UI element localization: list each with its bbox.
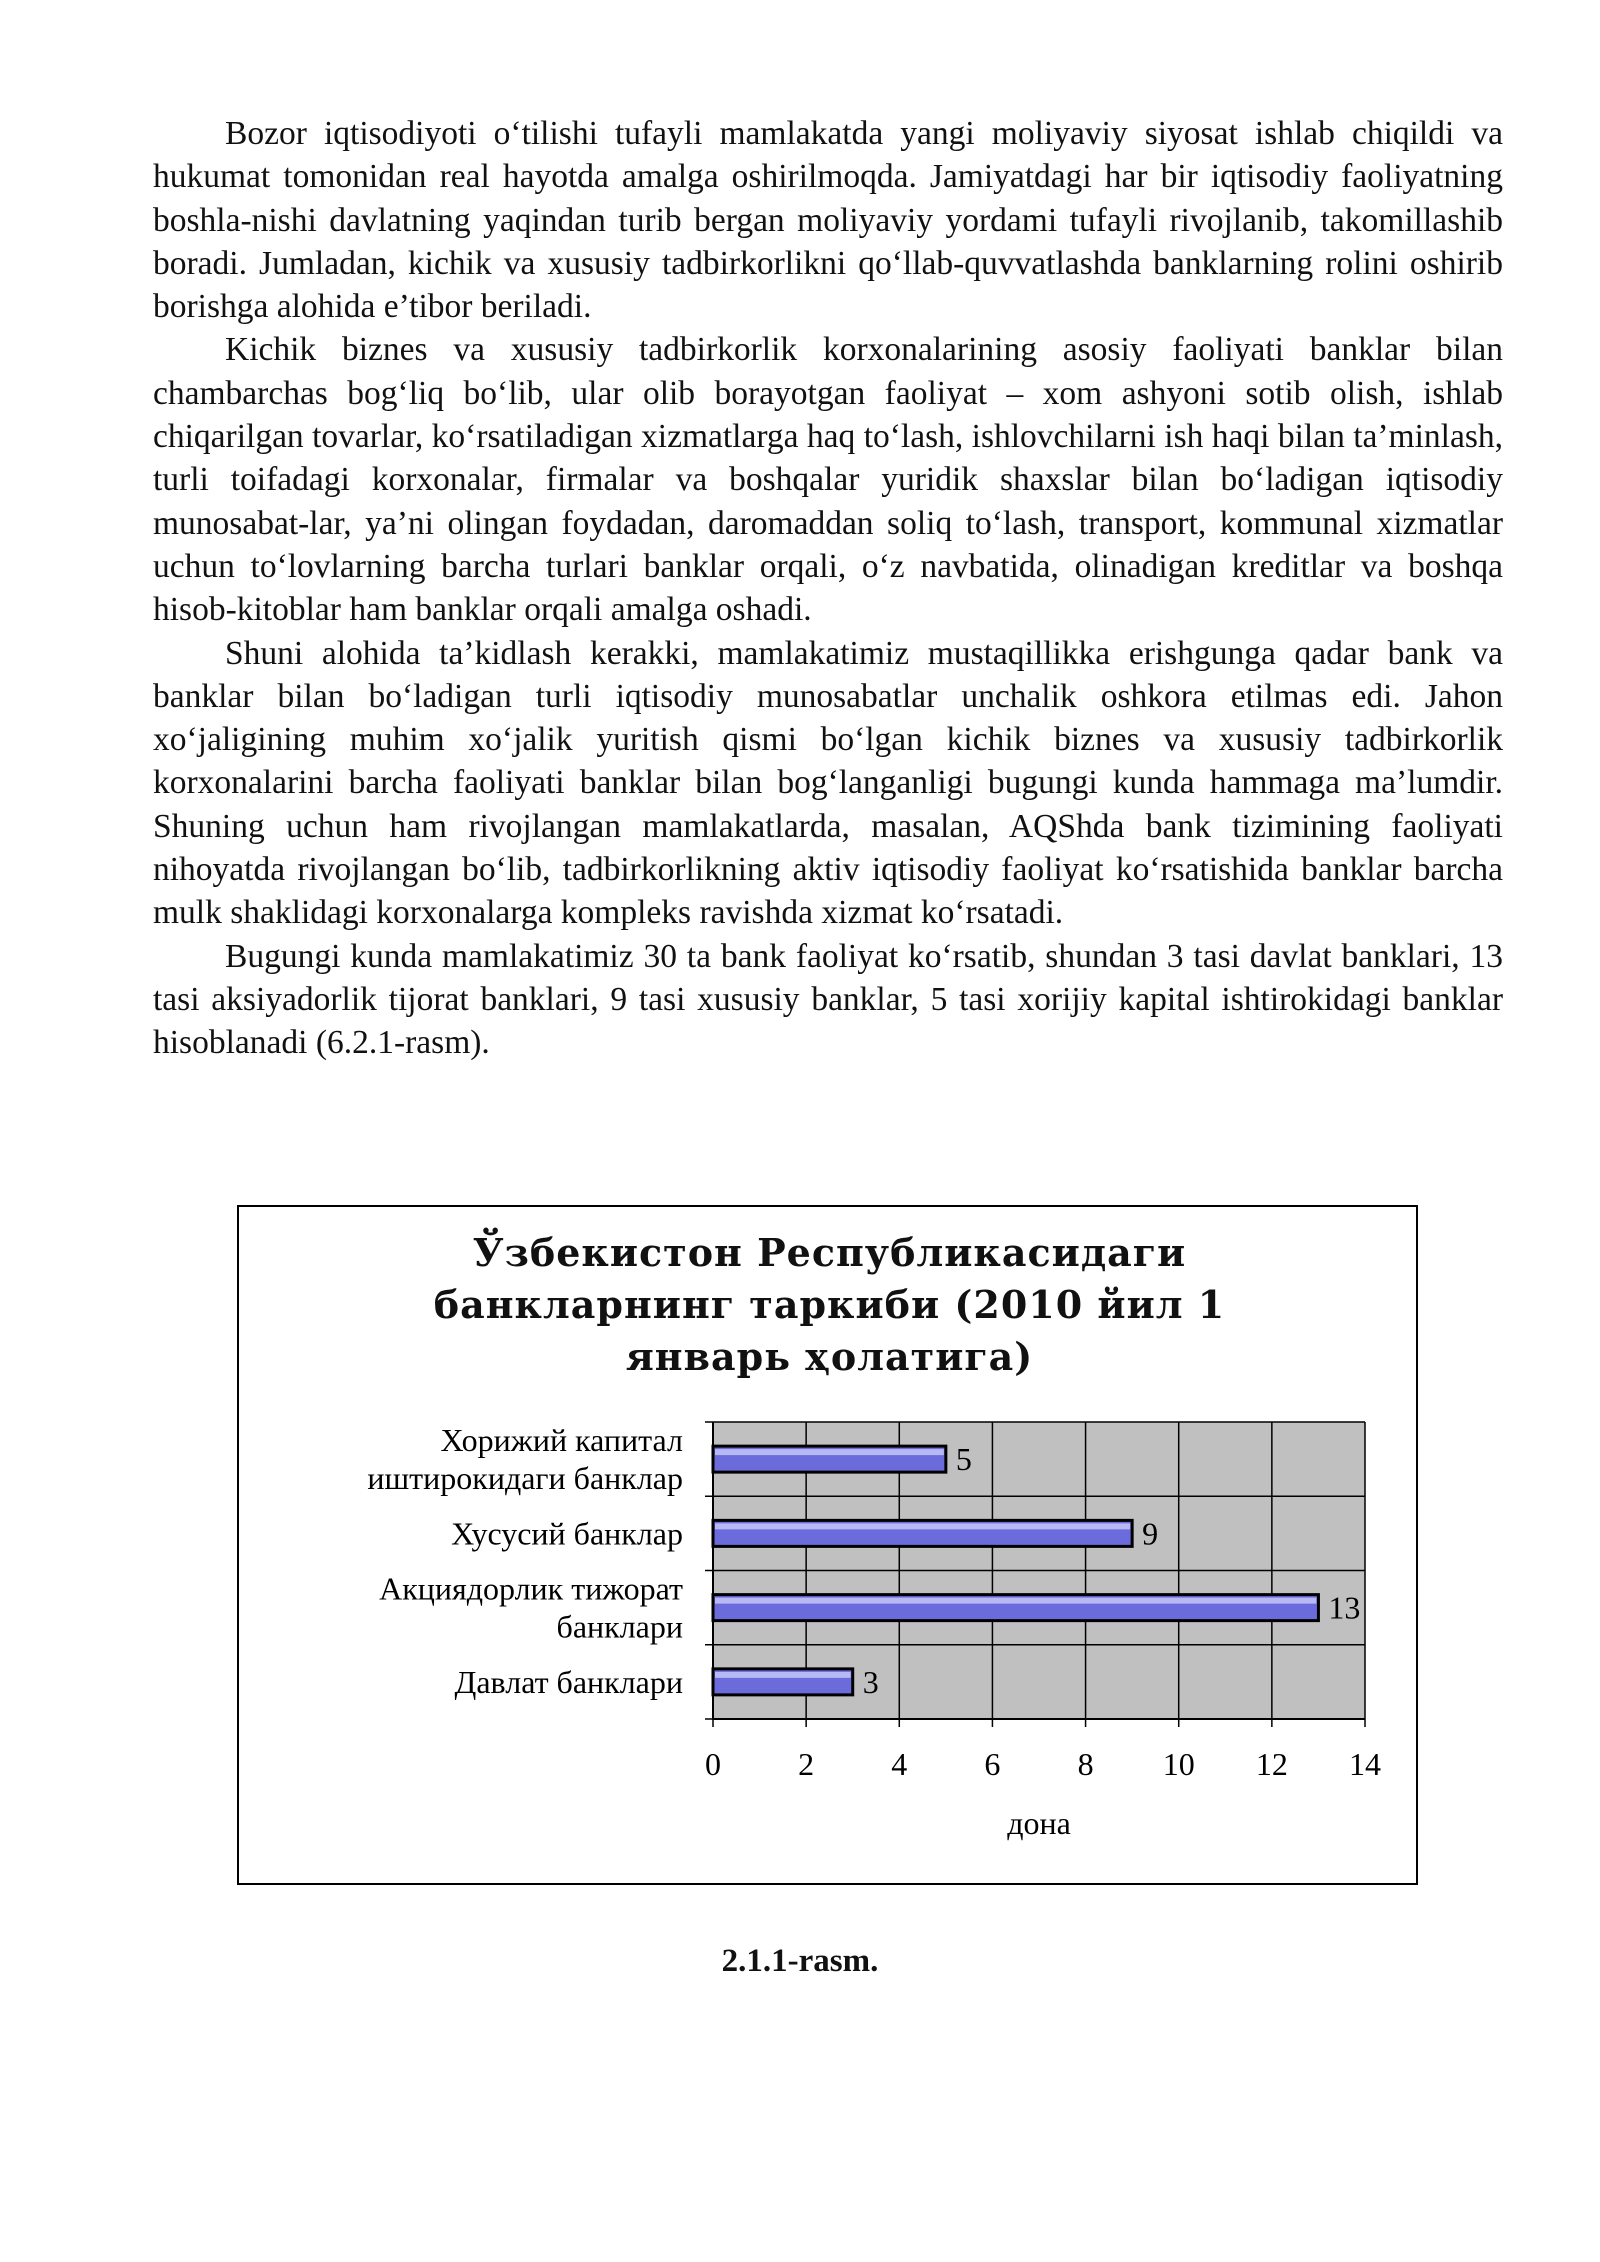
chart-title-line: Ўзбекистон Республикасидаги xyxy=(472,1230,1187,1275)
x-tick-label: 0 xyxy=(705,1746,721,1782)
category-label: Акциядорлик тижорат xyxy=(379,1570,683,1607)
paragraph-1: Bozor iqtisodiyoti o‘tilishi tufayli mamlakatda yangi moliyaviy siyosat ishlab chiqildi va hukumat tomonidan real hayotda amalga oshirilmoqda. Jamiyatdagi har bir iqtisodiy faoliyatning boshla-nishi davlatning yaqindan turib bergan moliyaviy yordami tufayli rivojlanib, takomillashib boradi. Jumladan, kichik va xususiy tadbirkorlikni qo‘llab-quvvatlashda banklarning rolini oshirib borishga alohida e’tibor beriladi. xyxy=(153,115,1503,326)
chart-title-line: январь ҳолатига) xyxy=(625,1334,1034,1379)
category-label: банклари xyxy=(556,1608,683,1645)
bar-highlight xyxy=(715,1598,1316,1604)
body-text xyxy=(153,112,1503,1065)
bar-chart-figure xyxy=(237,1205,1418,1885)
x-tick-label: 2 xyxy=(798,1746,815,1782)
x-tick-label: 8 xyxy=(1077,1746,1094,1782)
x-tick-label: 10 xyxy=(1162,1746,1195,1782)
bar-highlight xyxy=(715,1672,851,1678)
x-tick-label: 14 xyxy=(1349,1746,1381,1782)
category-label: иштирокидаги банклар xyxy=(367,1460,683,1497)
x-tick-label: 4 xyxy=(891,1746,908,1782)
x-tick-label: 6 xyxy=(984,1746,1001,1782)
paragraph-2: Kichik biznes va xususiy tadbirkorlik korxonalarining asosiy faoliyati banklar bilan chambarchas bog‘liq bo‘lib, ular olib borayotgan faoliyat – xom ashyoni sotib olish, ishlab chiqarilgan tovarlar, ko‘rsatiladigan xizmatlarga haq to‘lash, ishlovchilarni ish haqi bilan ta’minlash, turli toifadagi korxonalar, firmalar va boshqalar yuridik shaxslar bilan bo‘ladigan iqtisodiy munosabat-lar, ya’ni olingan foydadan, daromaddan soliq to‘lash, transport, kommunal xizmatlar uchun to‘lovlarning barcha turlari banklar orqali, o‘z navbatida, olinadigan kreditlar va boshqa hisob-kitoblar ham banklar orqali amalga oshadi. xyxy=(153,331,1503,629)
paragraph-3: Shuni alohida ta’kidlash kerakki, mamlakatimiz mustaqillikka erishgunga qadar bank va banklar bilan bo‘ladigan turli iqtisodiy munosabatlar unchalik oshkora etilmas edi. Jahon xo‘jaligining muhim xo‘jalik yuritish qismi bo‘lgan kichik biznes va xususiy tadbirkorlik korxonalarini barcha faoliyati banklar bilan bog‘langanligi bugungi kunda hammaga ma’lumdir. Shuning uchun ham rivojlangan mamlakatlarda, masalan, AQShda bank tizimining faoliyati nihoyatda rivojlangan bo‘lib, tadbirkorlikning aktiv iqtisodiy faoliyat ko‘rsatishida banklar barcha mulk shaklidagi korxonalarga kompleks ravishda xizmat ko‘rsatadi. xyxy=(153,634,1503,932)
category-label: Хусусий банклар xyxy=(451,1515,683,1552)
data-label: 9 xyxy=(1142,1515,1159,1552)
x-tick-label: 12 xyxy=(1255,1746,1288,1782)
category-label: Хорижий капитал xyxy=(440,1422,683,1459)
x-axis-title: дона xyxy=(1007,1805,1071,1841)
category-label: Давлат банклари xyxy=(454,1663,683,1700)
chart-title-line: банкларнинг таркиби (2010 йил 1 xyxy=(433,1282,1226,1327)
data-label: 13 xyxy=(1328,1589,1361,1626)
figure-caption: 2.1.1-rasm. xyxy=(721,1943,879,1979)
bar-highlight xyxy=(715,1523,1130,1529)
chart-plot xyxy=(239,1207,1416,1883)
data-label: 5 xyxy=(955,1441,972,1478)
paragraph-4: Bugungi kunda mamlakatimiz 30 ta bank faoliyat ko‘rsatib, shundan 3 tasi davlat banklari, 13 tasi aksiyadorlik tijorat banklari, 9 tasi xususiy banklar, 5 tasi xorijiy kapital ishtirokidagi banklar hisoblanadi (6.2.1-rasm). xyxy=(153,937,1503,1062)
bar-highlight xyxy=(715,1449,944,1455)
data-label: 3 xyxy=(862,1663,879,1700)
